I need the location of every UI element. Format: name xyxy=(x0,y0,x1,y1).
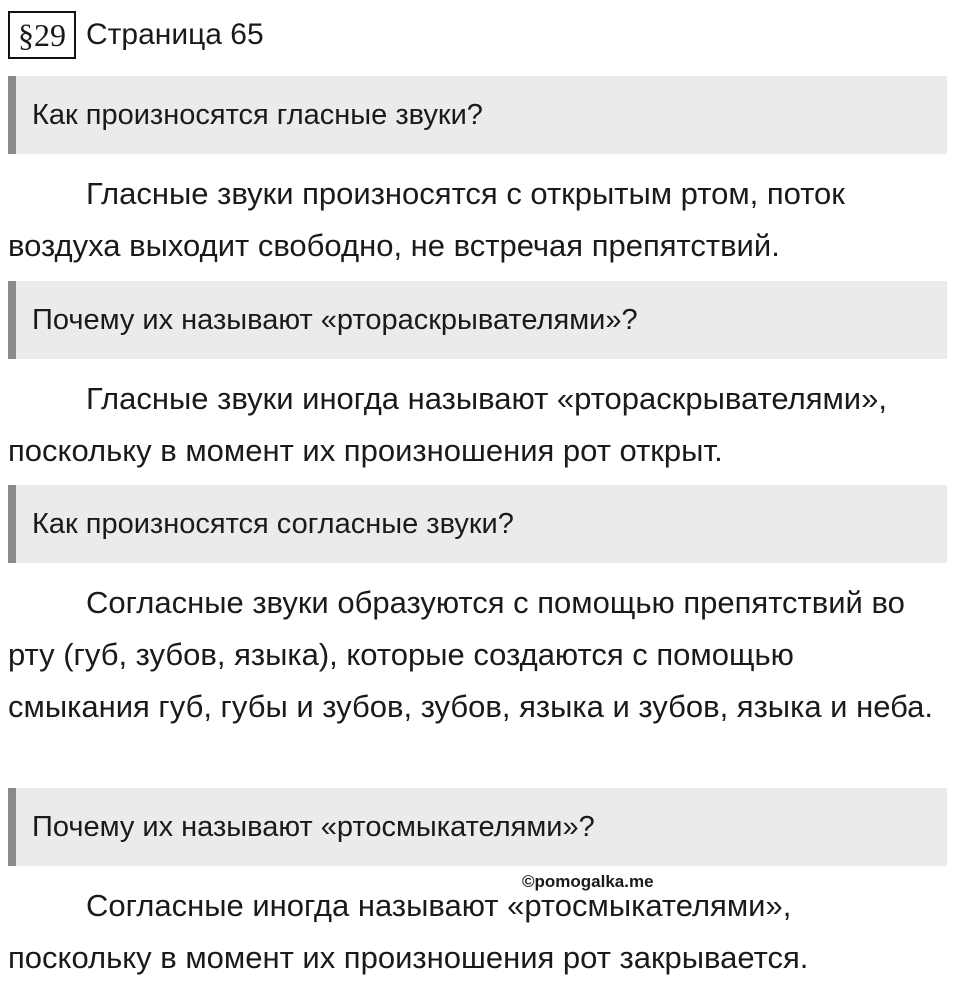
question-1: Как произносятся гласные звуки? xyxy=(8,76,947,154)
answer-3: Согласные звуки образуются с помощью препятствий во рту (губ, зубов, языка), которые создаются с помощью смыкания губ, губы и зубов, зубов, языка и зубов, языка и неба. xyxy=(8,585,934,724)
page-number: Страница 65 xyxy=(86,18,264,51)
question-4: Почему их называют «ртосмыкателями»? xyxy=(8,788,947,866)
section-number: §29 xyxy=(8,11,76,59)
answer-2: Гласные звуки иногда называют «рторaскрывателями», поскольку в момент их произношения рот открыт. xyxy=(8,381,887,468)
question-2: Почему их называют «рторaскрывателями»? xyxy=(8,281,947,359)
answer-1: Гласные звуки произносятся с открытым ртом, поток воздуха выходит свободно, не встречая препятствий. xyxy=(8,176,845,263)
page-header xyxy=(8,10,264,60)
answer-4: Согласные иногда называют «ртосмыкателями», поскольку в момент их произношения рот закрывается. xyxy=(8,888,809,975)
watermark: ©pomogalka.me xyxy=(522,872,654,891)
question-3: Как произносятся согласные звуки? xyxy=(8,485,947,563)
